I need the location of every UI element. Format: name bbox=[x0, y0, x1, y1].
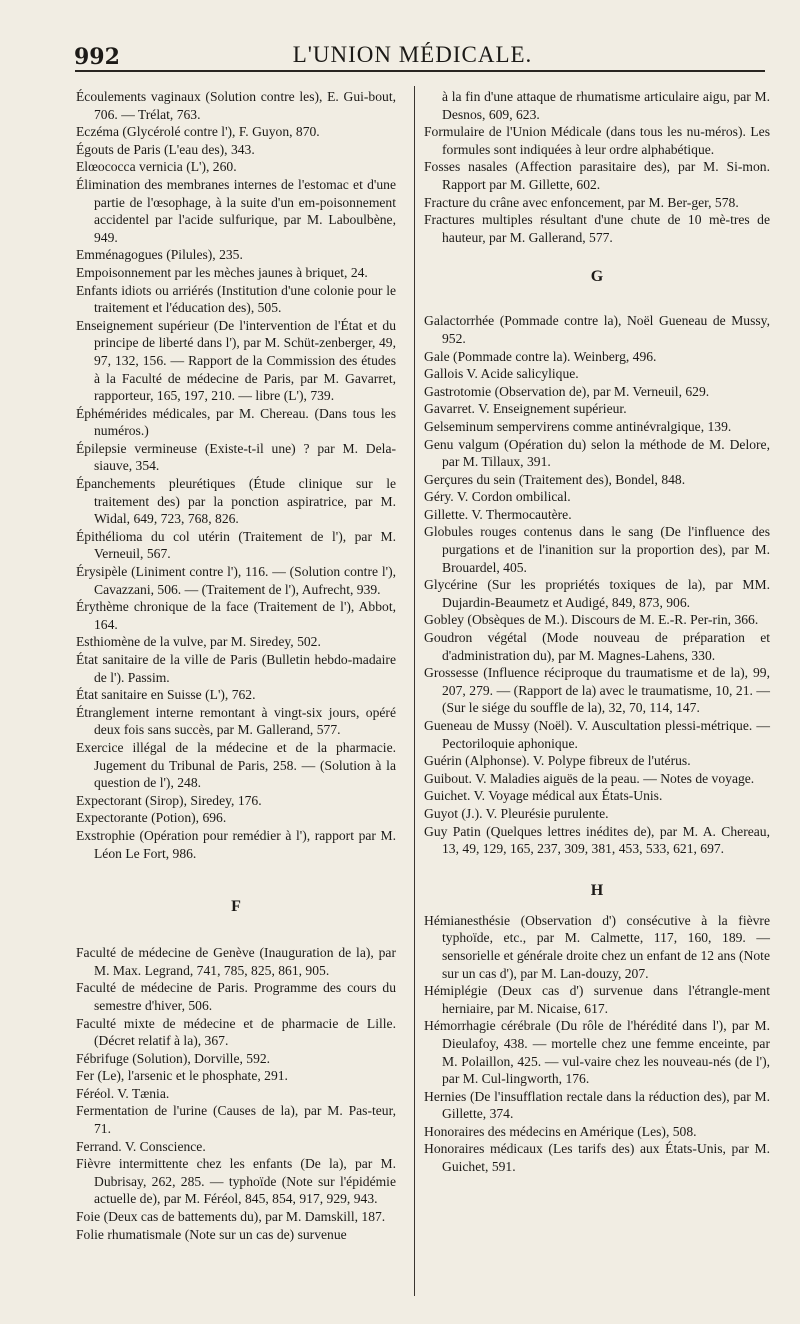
section-letter-f: F bbox=[231, 898, 241, 916]
index-entry: Faculté de médecine de Genève (Inauguration de la), par M. Max. Legrand, 741, 785, 825, 861, 905. bbox=[76, 945, 396, 978]
left-column bbox=[76, 88, 396, 1243]
index-entry: Honoraires des médecins en Amérique (Les), 508. bbox=[424, 1123, 697, 1139]
index-entry: Goudron végétal (Mode nouveau de préparation et d'administration du), par M. Magnes-Lahens, 330. bbox=[424, 630, 770, 663]
index-entry: Élimination des membranes internes de l'estomac et d'une partie de l'œsophage, à la suite d'un em-poisonnement accidentel par l'acide sulfurique, par M. Laboulbène, 949. bbox=[76, 176, 396, 245]
index-entry: Féréol. V. Tænia. bbox=[76, 1085, 170, 1101]
index-entry: Expectorant (Sirop), Siredey, 176. bbox=[76, 792, 262, 808]
index-entry: Esthiomène de la vulve, par M. Siredey, 502. bbox=[76, 634, 321, 650]
section-letter-g: G bbox=[590, 268, 604, 286]
index-entry: Fosses nasales (Affection parasitaire des), par M. Si-mon. Rapport par M. Gillette, 602. bbox=[424, 159, 770, 192]
index-entry: Hémiplégie (Deux cas d') survenue dans l'étrangle-ment herniaire, par M. Nicaise, 617. bbox=[424, 983, 770, 1016]
index-entry: Gavarret. V. Enseignement supérieur. bbox=[424, 401, 627, 417]
index-entry: Gueneau de Mussy (Noël). V. Auscultation plessi-métrique. — Pectoriloquie aphonique. bbox=[424, 718, 770, 751]
index-entry: Glycérine (Sur les propriétés toxiques de la), par MM. Dujardin-Beaumetz et Audigé, 849, 873, 906. bbox=[424, 577, 770, 610]
index-entry: à la fin d'une attaque de rhumatisme articulaire aigu, par M. Desnos, 609, 623. bbox=[442, 89, 770, 122]
index-entry: Gelseminum sempervirens comme antinévralgique, 139. bbox=[424, 418, 732, 434]
index-entry: Étranglement interne remontant à vingt-six jours, opéré deux fois sans succès, par M. Gallerand, 577. bbox=[76, 704, 396, 738]
index-entry: Ferrand. V. Conscience. bbox=[76, 1138, 206, 1154]
index-block-f-continued bbox=[424, 88, 770, 246]
index-entry: Guyot (J.). V. Pleurésie purulente. bbox=[424, 805, 609, 821]
index-entry: Elœococca vernicia (L'), 260. bbox=[76, 159, 237, 175]
index-entry: Enseignement supérieur (De l'intervention de l'État et du principe de liberté dans l'), par M. Schüt-zenberger, 49, 97, 132, 156. — Rapport de la Commission des études à la Faculté de médecine de Paris, par M. Gavarret, rapporteur, 165, 197, 210. — libre (L'), 739. bbox=[76, 317, 396, 404]
right-column bbox=[424, 88, 770, 1176]
index-entry: Éphémérides médicales, par M. Chereau. (Dans tous les numéros.) bbox=[76, 405, 396, 439]
index-entry: Empoisonnement par les mèches jaunes à briquet, 24. bbox=[76, 264, 368, 280]
index-block-g bbox=[424, 312, 770, 857]
index-entry: Formulaire de l'Union Médicale (dans tous les nu-méros). Les formules sont indiquées à leur ordre alphabétique. bbox=[424, 124, 770, 157]
index-entry: Honoraires médicaux (Les tarifs des) aux États-Unis, par M. Guichet, 591. bbox=[424, 1141, 770, 1175]
index-entry: Épanchements pleurétiques (Étude clinique sur le traitement des) par la ponction aspiratrice, par M. Widal, 649, 723, 768, 826. bbox=[76, 476, 396, 527]
running-title: L'UNION MÉDICALE. bbox=[292, 42, 533, 67]
index-entry: Hernies (De l'insufflation rectale dans la réduction des), par M. Gillette, 374. bbox=[424, 1088, 770, 1122]
index-entry: Eczéma (Glycérolé contre l'), F. Guyon, 870. bbox=[76, 124, 320, 140]
index-entry: Écoulements vaginaux (Solution contre les), E. Gui-bout, 706. — Trélat, 763. bbox=[76, 89, 396, 122]
index-entry: Folie rhumatismale (Note sur un cas de) survenue bbox=[76, 1226, 347, 1242]
index-entry: Gerçures du sein (Traitement des), Bondel, 848. bbox=[424, 471, 686, 487]
index-entry: Égouts de Paris (L'eau des), 343. bbox=[76, 141, 255, 157]
index-entry: Gillette. V. Thermocautère. bbox=[424, 506, 572, 522]
index-entry: Faculté mixte de médecine et de pharmacie de Lille. (Décret relatif à la), 367. bbox=[76, 1015, 396, 1049]
index-entry: Enfants idiots ou arriérés (Institution d'une colonie pour le traitement et l'éducation des), 505. bbox=[76, 282, 396, 316]
index-entry: Épilepsie vermineuse (Existe-t-il une) ? par M. Dela-siauve, 354. bbox=[76, 440, 396, 474]
index-entry: Gallois V. Acide salicylique. bbox=[424, 366, 579, 382]
index-entry: Gastrotomie (Observation de), par M. Verneuil, 629. bbox=[424, 383, 710, 399]
index-entry: Fracture du crâne avec enfoncement, par M. Ber-ger, 578. bbox=[424, 194, 739, 210]
index-entry: Faculté de médecine de Paris. Programme des cours du semestre d'hiver, 506. bbox=[76, 980, 396, 1013]
index-entry: Expectorante (Potion), 696. bbox=[76, 810, 227, 826]
index-entry: Galactorrhée (Pommade contre la), Noël Gueneau de Mussy, 952. bbox=[424, 313, 770, 346]
header-rule bbox=[75, 70, 765, 72]
index-entry: Hémianesthésie (Observation d') consécutive à la fièvre typhoïde, etc., par M. Calmette, 117, 160, 189. — sensorielle et générale droite chez un enfant de 12 ans (Note sur un cas d'), par M. Lan-douzy, 207. bbox=[424, 912, 770, 981]
index-entry: Géry. V. Cordon ombilical. bbox=[424, 489, 571, 505]
index-entry: Gobley (Obsèques de M.). Discours de M. E.-R. Per-rin, 366. bbox=[424, 612, 759, 628]
index-entry: Guichet. V. Voyage médical aux États-Unis. bbox=[424, 788, 663, 804]
index-entry: Fermentation de l'urine (Causes de la), par M. Pas-teur, 71. bbox=[76, 1103, 396, 1137]
index-entry: Érythème chronique de la face (Traitement de l'), Abbot, 164. bbox=[76, 599, 396, 632]
index-entry: Exercice illégal de la médecine et de la pharmacie. Jugement du Tribunal de Paris, 258. — (Solution à la question de l'), 248. bbox=[76, 739, 396, 791]
index-entry: Guy Patin (Quelques lettres inédites de), par M. A. Chereau, 13, 49, 129, 165, 237, 309, 381, 453, 533, 621, 697. bbox=[424, 823, 770, 857]
index-entry: Fer (Le), l'arsenic et le phosphate, 291. bbox=[76, 1068, 288, 1084]
index-entry: Genu valgum (Opération du) selon la méthode de M. Delore, par M. Tillaux, 391. bbox=[424, 436, 770, 470]
index-block-e bbox=[76, 88, 396, 862]
index-entry: Fractures multiples résultant d'une chute de 10 mè-tres de hauteur, par M. Gallerand, 577. bbox=[424, 212, 770, 245]
index-entry: État sanitaire en Suisse (L'), 762. bbox=[76, 687, 256, 703]
index-entry: Hémorrhagie cérébrale (Du rôle de l'hérédité dans l'), par M. Dieulafoy, 438. — mortelle chez une femme enceinte, par M. Polaillon, 425. — vul-vaire chez les nouveau-nés (de l'), par M. Cul-lingworth, 176. bbox=[424, 1018, 770, 1087]
index-entry: Érysipèle (Liniment contre l'), 116. — (Solution contre l'), Cavazzani, 506. — (Traitement de l'), Aufrecht, 939. bbox=[76, 564, 396, 597]
index-entry: Grossesse (Influence réciproque du traumatisme et de la), 99, 207, 279. — (Rapport de la) avec le traumatisme, 10, 21. — (Sur le siége du souffle de la), 32, 70, 114, 147. bbox=[424, 665, 770, 716]
index-entry: Gale (Pommade contre la). Weinberg, 496. bbox=[424, 348, 657, 364]
index-block-f bbox=[76, 944, 396, 1243]
index-entry: Guibout. V. Maladies aiguës de la peau. — Notes de voyage. bbox=[424, 770, 755, 786]
column-divider bbox=[414, 86, 415, 1296]
index-entry: Exstrophie (Opération pour remédier à l'), rapport par M. Léon Le Fort, 986. bbox=[76, 827, 396, 861]
page-header bbox=[60, 38, 765, 72]
page-number: 992 bbox=[74, 44, 120, 70]
index-entry: Globules rouges contenus dans le sang (De l'influence des purgations et de l'inanition sur la proportion des), par M. Brouardel, 405. bbox=[424, 524, 770, 575]
index-entry: Emménagogues (Pilules), 235. bbox=[76, 247, 243, 263]
section-letter-h: H bbox=[590, 881, 604, 899]
index-entry: Épithélioma du col utérin (Traitement de l'), par M. Verneuil, 567. bbox=[76, 528, 396, 562]
index-entry: État sanitaire de la ville de Paris (Bulletin hebdo-madaire de l'). Passim. bbox=[76, 652, 396, 685]
index-entry: Fièvre intermittente chez les enfants (De la), par M. Dubrisay, 262, 285. — typhoïde (Note sur l'épidémie actuelle de), par M. Féréol, 845, 854, 917, 929, 943. bbox=[76, 1156, 396, 1207]
index-block-h bbox=[424, 912, 770, 1176]
index-entry: Fébrifuge (Solution), Dorville, 592. bbox=[76, 1050, 271, 1066]
index-entry: Foie (Deux cas de battements du), par M. Damskill, 187. bbox=[76, 1209, 386, 1225]
index-entry: Guérin (Alphonse). V. Polype fibreux de l'utérus. bbox=[424, 753, 691, 769]
